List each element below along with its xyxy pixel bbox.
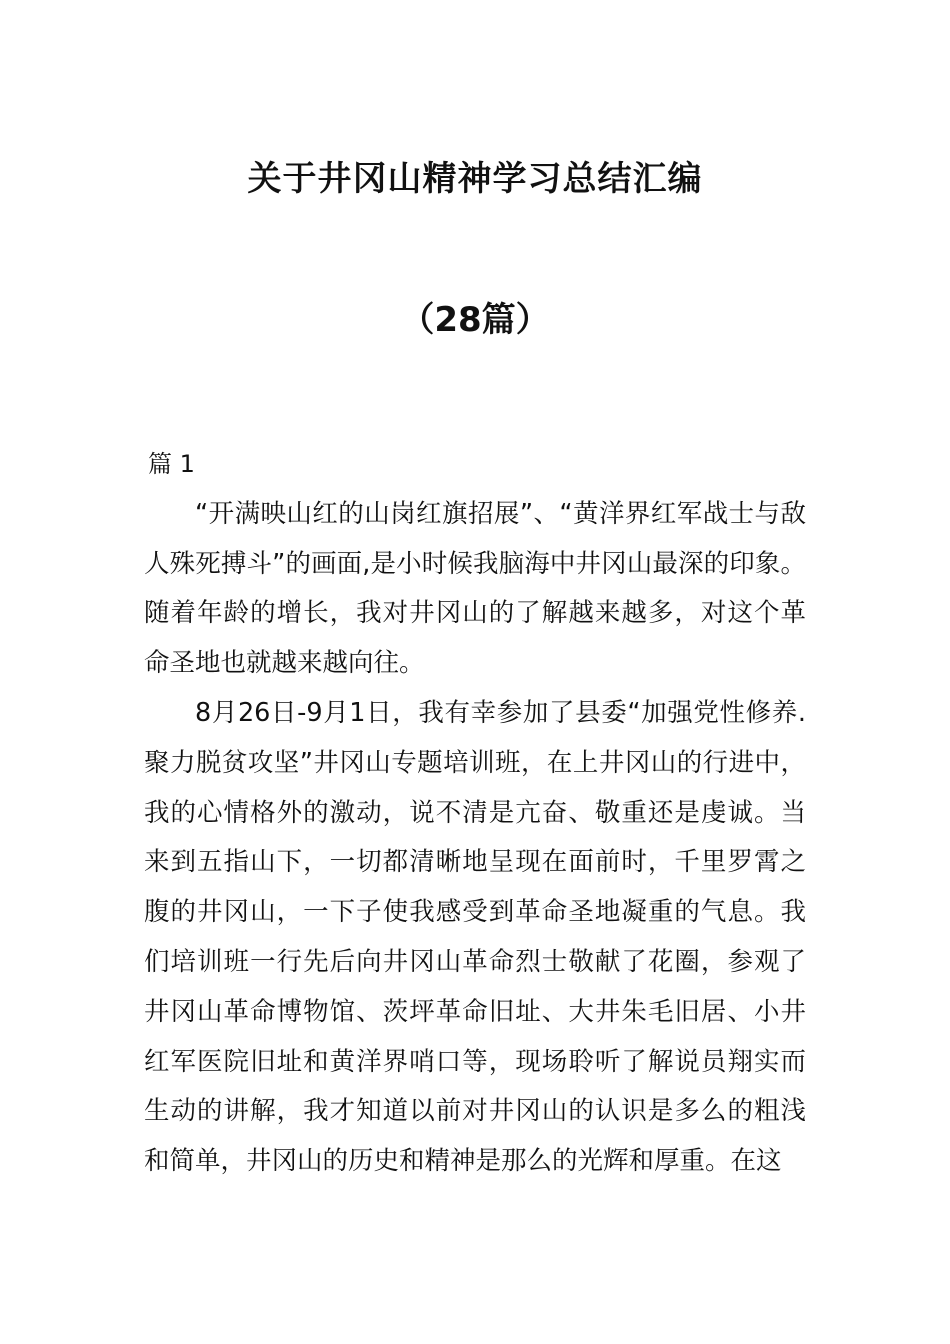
section-label: 篇 1: [148, 450, 195, 478]
document-body: [144, 440, 806, 1187]
document-title: 关于井冈山精神学习总结汇编: [247, 159, 703, 199]
paragraph-2: 8月26日-9月1日，我有幸参加了县委“加强党性修养.聚力脱贫攻坚”井冈山专题培训班，在上井冈山的行进中，我的心情格外的激动，说不清是亢奋、敬重还是虔诚。当来到五指山下，一切都清晰地呈现在面前时，千里罗霄之腹的井冈山，一下子使我感受到革命圣地凝重的气息。我们培训班一行先后向井冈山革命烈士敬献了花圈，参观了井冈山革命博物馆、茨坪革命旧址、大井朱毛旧居、小井红军医院旧址和黄洋界哨口等，现场聆听了解说员翔实而生动的讲解，我才知道以前对井冈山的认识是多么的粗浅和简单，井冈山的历史和精神是那么的光辉和厚重。在这: [144, 697, 806, 1177]
document-subtitle: （28篇）: [400, 300, 550, 340]
paragraph-1: “开满映山红的山岗红旗招展”、“黄洋界红军战士与敌人殊死搏斗”的画面,是小时候我脑海中井冈山最深的印象。随着年龄的增长，我对井冈山的了解越来越多，对这个革命圣地也就越来越向往。: [144, 498, 806, 679]
